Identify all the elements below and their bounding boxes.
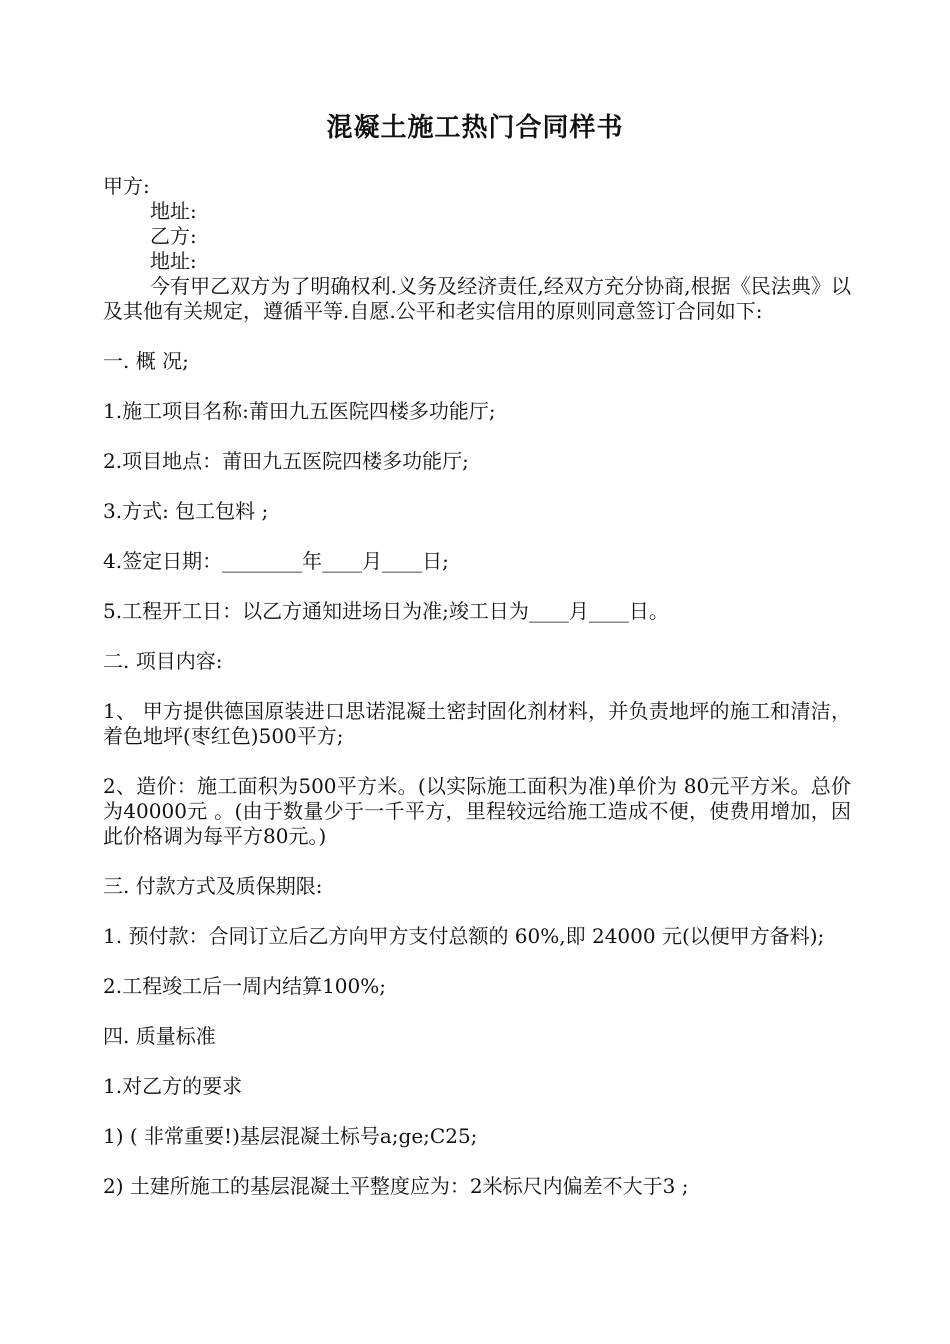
quality-subitem-concrete-grade: 1) ( 非常重要!)基层混凝土标号a;ge;C25; (103, 1124, 478, 1148)
payment-item-settlement: 2.工程竣工后一周内结算100%; (103, 974, 386, 998)
section-payment-heading: 三. 付款方式及质保期限: (103, 874, 323, 898)
overview-item-method: 3.方式: 包工包料 ; (103, 499, 269, 523)
overview-item-sign-date: 4.签定日期：________年____月____日; (103, 549, 449, 573)
content-item-price: 2、造价：施工面积为500平方米。(以实际施工面积为准)单价为 80元平方米。总价为40000元 。(由于数量少于一千平方，里程较远给施工造成不便，使费用增加，因此价格调为每平方80元。) (103, 774, 851, 848)
document-title: 混凝土施工热门合同样书 (326, 113, 624, 143)
section-quality-heading: 四. 质量标准 (103, 1024, 216, 1048)
section-overview-heading: 一. 概 况; (103, 349, 189, 373)
document-body (103, 174, 851, 1199)
party-a-line: 甲方: (103, 174, 150, 198)
overview-item-project-name: 1.施工项目名称:莆田九五医院四楼多功能厅; (103, 399, 496, 423)
overview-item-location: 2.项目地点：莆田九五医院四楼多功能厅; (103, 449, 469, 473)
overview-item-start-date: 5.工程开工日：以乙方通知进场日为准;竣工日为____月____日。 (103, 599, 669, 623)
party-b-address-line: 地址: (150, 249, 197, 273)
payment-item-advance: 1. 预付款：合同订立后乙方向甲方支付总额的 60%,即 24000 元(以便甲方备料); (103, 924, 825, 948)
content-item-materials: 1、 甲方提供德国原装进口思诺混凝土密封固化剂材料，并负责地坪的施工和清洁，着色地坪(枣红色)500平方; (103, 699, 851, 748)
section-content-heading: 二. 项目内容: (103, 649, 223, 673)
party-a-address-line: 地址: (150, 199, 197, 223)
party-b-line: 乙方: (150, 224, 197, 248)
quality-item-requirements: 1.对乙方的要求 (103, 1074, 243, 1098)
quality-subitem-flatness: 2) 土建所施工的基层混凝土平整度应为：2米标尺内偏差不大于3 ; (103, 1174, 689, 1198)
preamble-paragraph: 今有甲乙双方为了明确权利.义务及经济责任,经双方充分协商,根据《民法典》以及其他有关规定，遵循平等.自愿.公平和老实信用的原则同意签订合同如下: (103, 274, 851, 323)
